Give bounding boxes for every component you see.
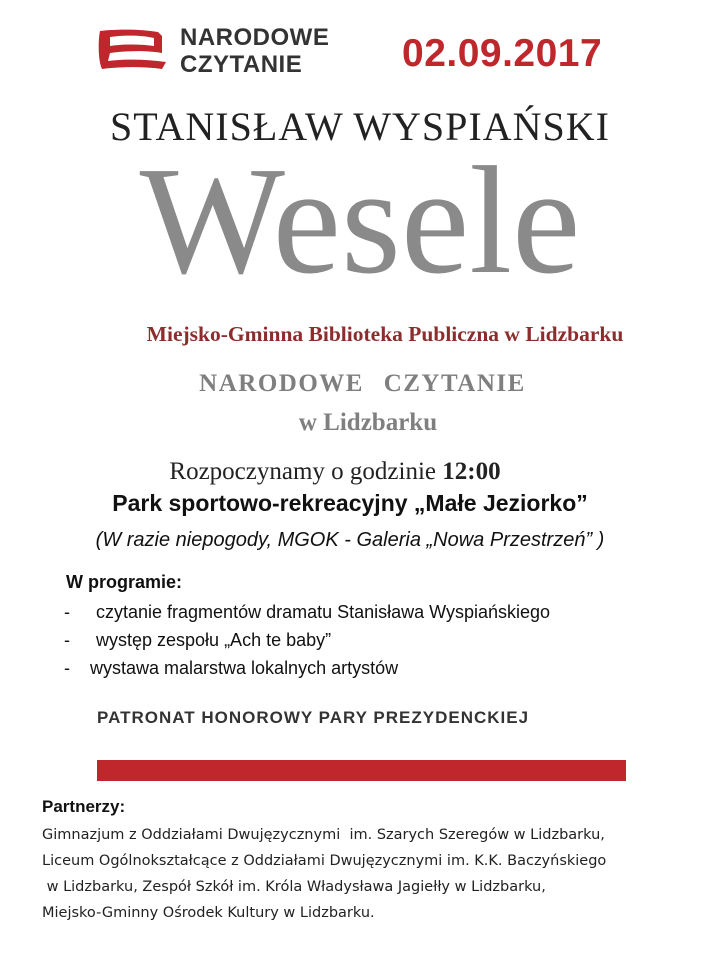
program-list <box>64 600 550 684</box>
play-title: Wesele <box>139 136 581 306</box>
start-time: 12:00 <box>442 458 501 485</box>
program-item-2: występ zespołu „Ach te baby” <box>96 630 332 650</box>
start-time-line <box>0 458 670 486</box>
book-logo-icon <box>96 27 168 73</box>
logo-wordmark <box>180 24 329 78</box>
venue: Park sportowo-rekreacyjny „Małe Jeziorko” <box>112 490 588 516</box>
start-prefix: Rozpoczynamy o godzinie <box>169 458 436 485</box>
program-item-1: czytanie fragmentów dramatu Stanisława Wyspiańskiego <box>96 602 551 622</box>
red-divider-bar <box>97 760 626 781</box>
program-item-3: wystawa malarstwa lokalnych artystów <box>90 658 399 678</box>
author-name: STANISŁAW WYSPIAŃSKI <box>110 104 610 149</box>
partners-line-1: Gimnazjum z Oddziałami Dwujęzycznymi im. Szarych Szeregów w Lidzbarku, <box>42 827 605 843</box>
library-name: Miejsko-Gminna Biblioteka Publiczna w Lidzbarku <box>146 322 624 346</box>
list-item: - wystawa malarstwa lokalnych artystów <box>64 658 399 678</box>
event-place: w Lidzbarku <box>298 409 438 436</box>
rain-note: (W razie niepogody, MGOK - Galeria „Nowa Przestrzeń” ) <box>95 529 605 551</box>
partners-line-2: Liceum Ogólnokształcące z Oddziałami Dwujęzycznymi im. K.K. Baczyńskiego <box>42 853 607 869</box>
logo-line-1: NARODOWE <box>180 24 330 51</box>
partners-heading: Partnerzy: <box>42 797 126 816</box>
logo-line-2: CZYTANIE <box>180 51 303 78</box>
partners-line-3: w Lidzbarku, Zespół Szkół im. Króla Władysława Jagiełły w Lidzbarku, <box>42 879 546 895</box>
list-item: - czytanie fragmentów dramatu Stanisława Wyspiańskiego <box>64 602 551 622</box>
partners-line-4: Miejsko-Gminny Ośrodek Kultury w Lidzbarku. <box>42 905 375 921</box>
patronage-line: PATRONAT HONOROWY PARY PREZYDENCKIEJ <box>97 708 530 727</box>
list-item: - występ zespołu „Ach te baby” <box>64 630 332 650</box>
event-name: NARODOWE CZYTANIE <box>199 370 526 397</box>
program-heading: W programie: <box>66 572 183 592</box>
event-date: 02.09.2017 <box>402 32 603 75</box>
partners-list <box>42 822 606 926</box>
